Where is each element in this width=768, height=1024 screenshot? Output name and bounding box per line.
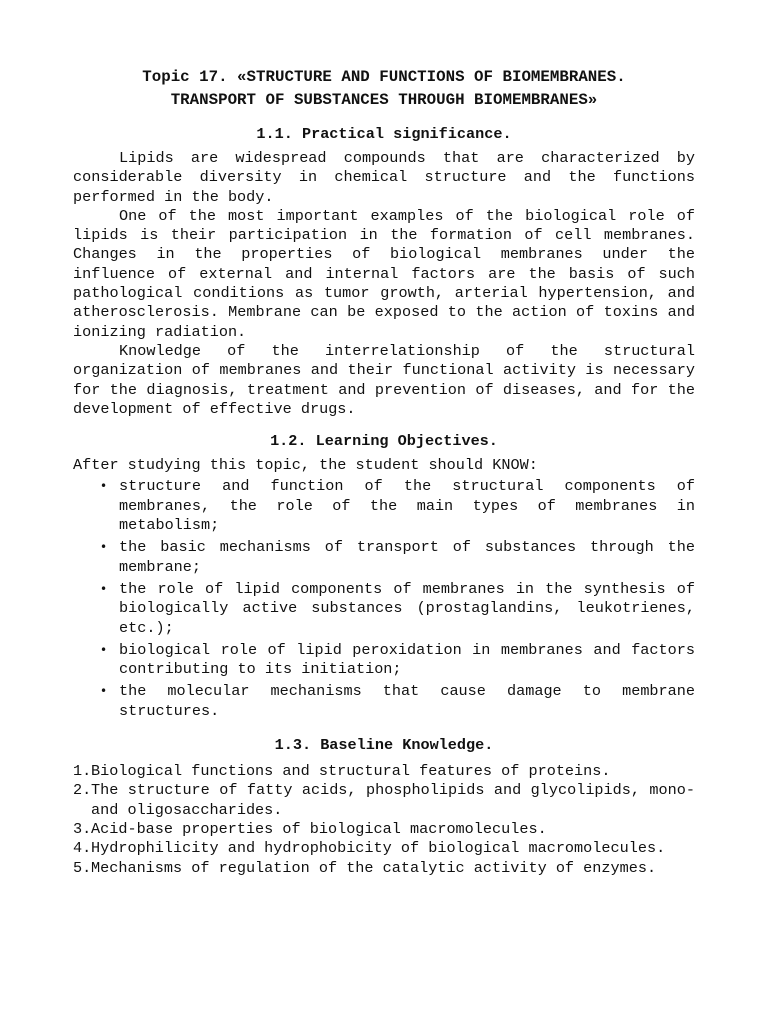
document-page xyxy=(73,66,695,878)
section-heading-baseline-knowledge: 1.3. Baseline Knowledge. xyxy=(274,736,494,755)
objectives-intro: After studying this topic, the student should KNOW: xyxy=(73,456,538,475)
list-number: 1. xyxy=(73,762,92,781)
paragraph: One of the most important examples of the biological role of lipids is their participation in the formation of cell membranes. Changes in the properties of biological membranes under the influence of external and internal factors are the basis of such pathological conditions as tumor growth, arterial hypertension, and atherosclerosis. Membrane can be exposed to the action of toxins and ionizing radiation. xyxy=(73,206,695,341)
objectives-list xyxy=(73,477,695,721)
list-item: • the molecular mechanisms that cause damage to membrane structures. xyxy=(100,682,695,720)
list-number: 3. xyxy=(73,819,92,838)
list-number: 4. xyxy=(73,839,92,858)
list-item: • biological role of lipid peroxidation in membranes and factors contributing to its initiation; xyxy=(100,640,695,679)
list-item: • the role of lipid components of membranes in the synthesis of biologically active substances (prostaglandins, leukotrienes, etc.); xyxy=(100,579,695,637)
list-number: 2. xyxy=(73,781,92,800)
bullet-icon: • xyxy=(100,540,108,555)
section-heading-practical-significance: 1.1. Practical significance. xyxy=(256,125,512,143)
bullet-icon: • xyxy=(100,479,108,494)
document-title xyxy=(67,66,701,112)
title-line-1: Topic 17. «STRUCTURE AND FUNCTIONS OF BIOMEMBRANES. xyxy=(142,68,626,86)
paragraph: Lipids are widespread compounds that are characterized by considerable diversity in chemical structure and the functions performed in the body. xyxy=(73,149,695,206)
list-number: 5. xyxy=(73,858,92,877)
bullet-icon: • xyxy=(100,642,108,657)
list-item: 4. Hydrophilicity and hydrophobicity of biological macromolecules. xyxy=(73,839,666,858)
bullet-icon: • xyxy=(100,581,108,596)
bullet-icon: • xyxy=(100,684,108,699)
list-item: 2. The structure of fatty acids, phospholipids and glycolipids, mono- and oligosaccharides. xyxy=(73,781,695,819)
list-item: 3. Acid-base properties of biological macromolecules. xyxy=(73,819,547,838)
title-line-2: TRANSPORT OF SUBSTANCES THROUGH BIOMEMBRANES» xyxy=(170,91,598,109)
list-item: • the basic mechanisms of transport of substances through the membrane; xyxy=(100,538,695,576)
paragraph: Knowledge of the interrelationship of the structural organization of membranes and their functional activity is necessary for the diagnosis, treatment and prevention of diseases, and for the development of effective drugs. xyxy=(73,341,695,418)
list-item: 1. Biological functions and structural features of proteins. xyxy=(73,762,611,781)
section-heading-learning-objectives: 1.2. Learning Objectives. xyxy=(270,432,498,451)
list-item: 5. Mechanisms of regulation of the catalytic activity of enzymes. xyxy=(73,858,657,877)
list-item: • structure and function of the structural components of membranes, the role of the main types of membranes in metabolism; xyxy=(100,477,695,535)
baseline-list xyxy=(73,762,695,878)
